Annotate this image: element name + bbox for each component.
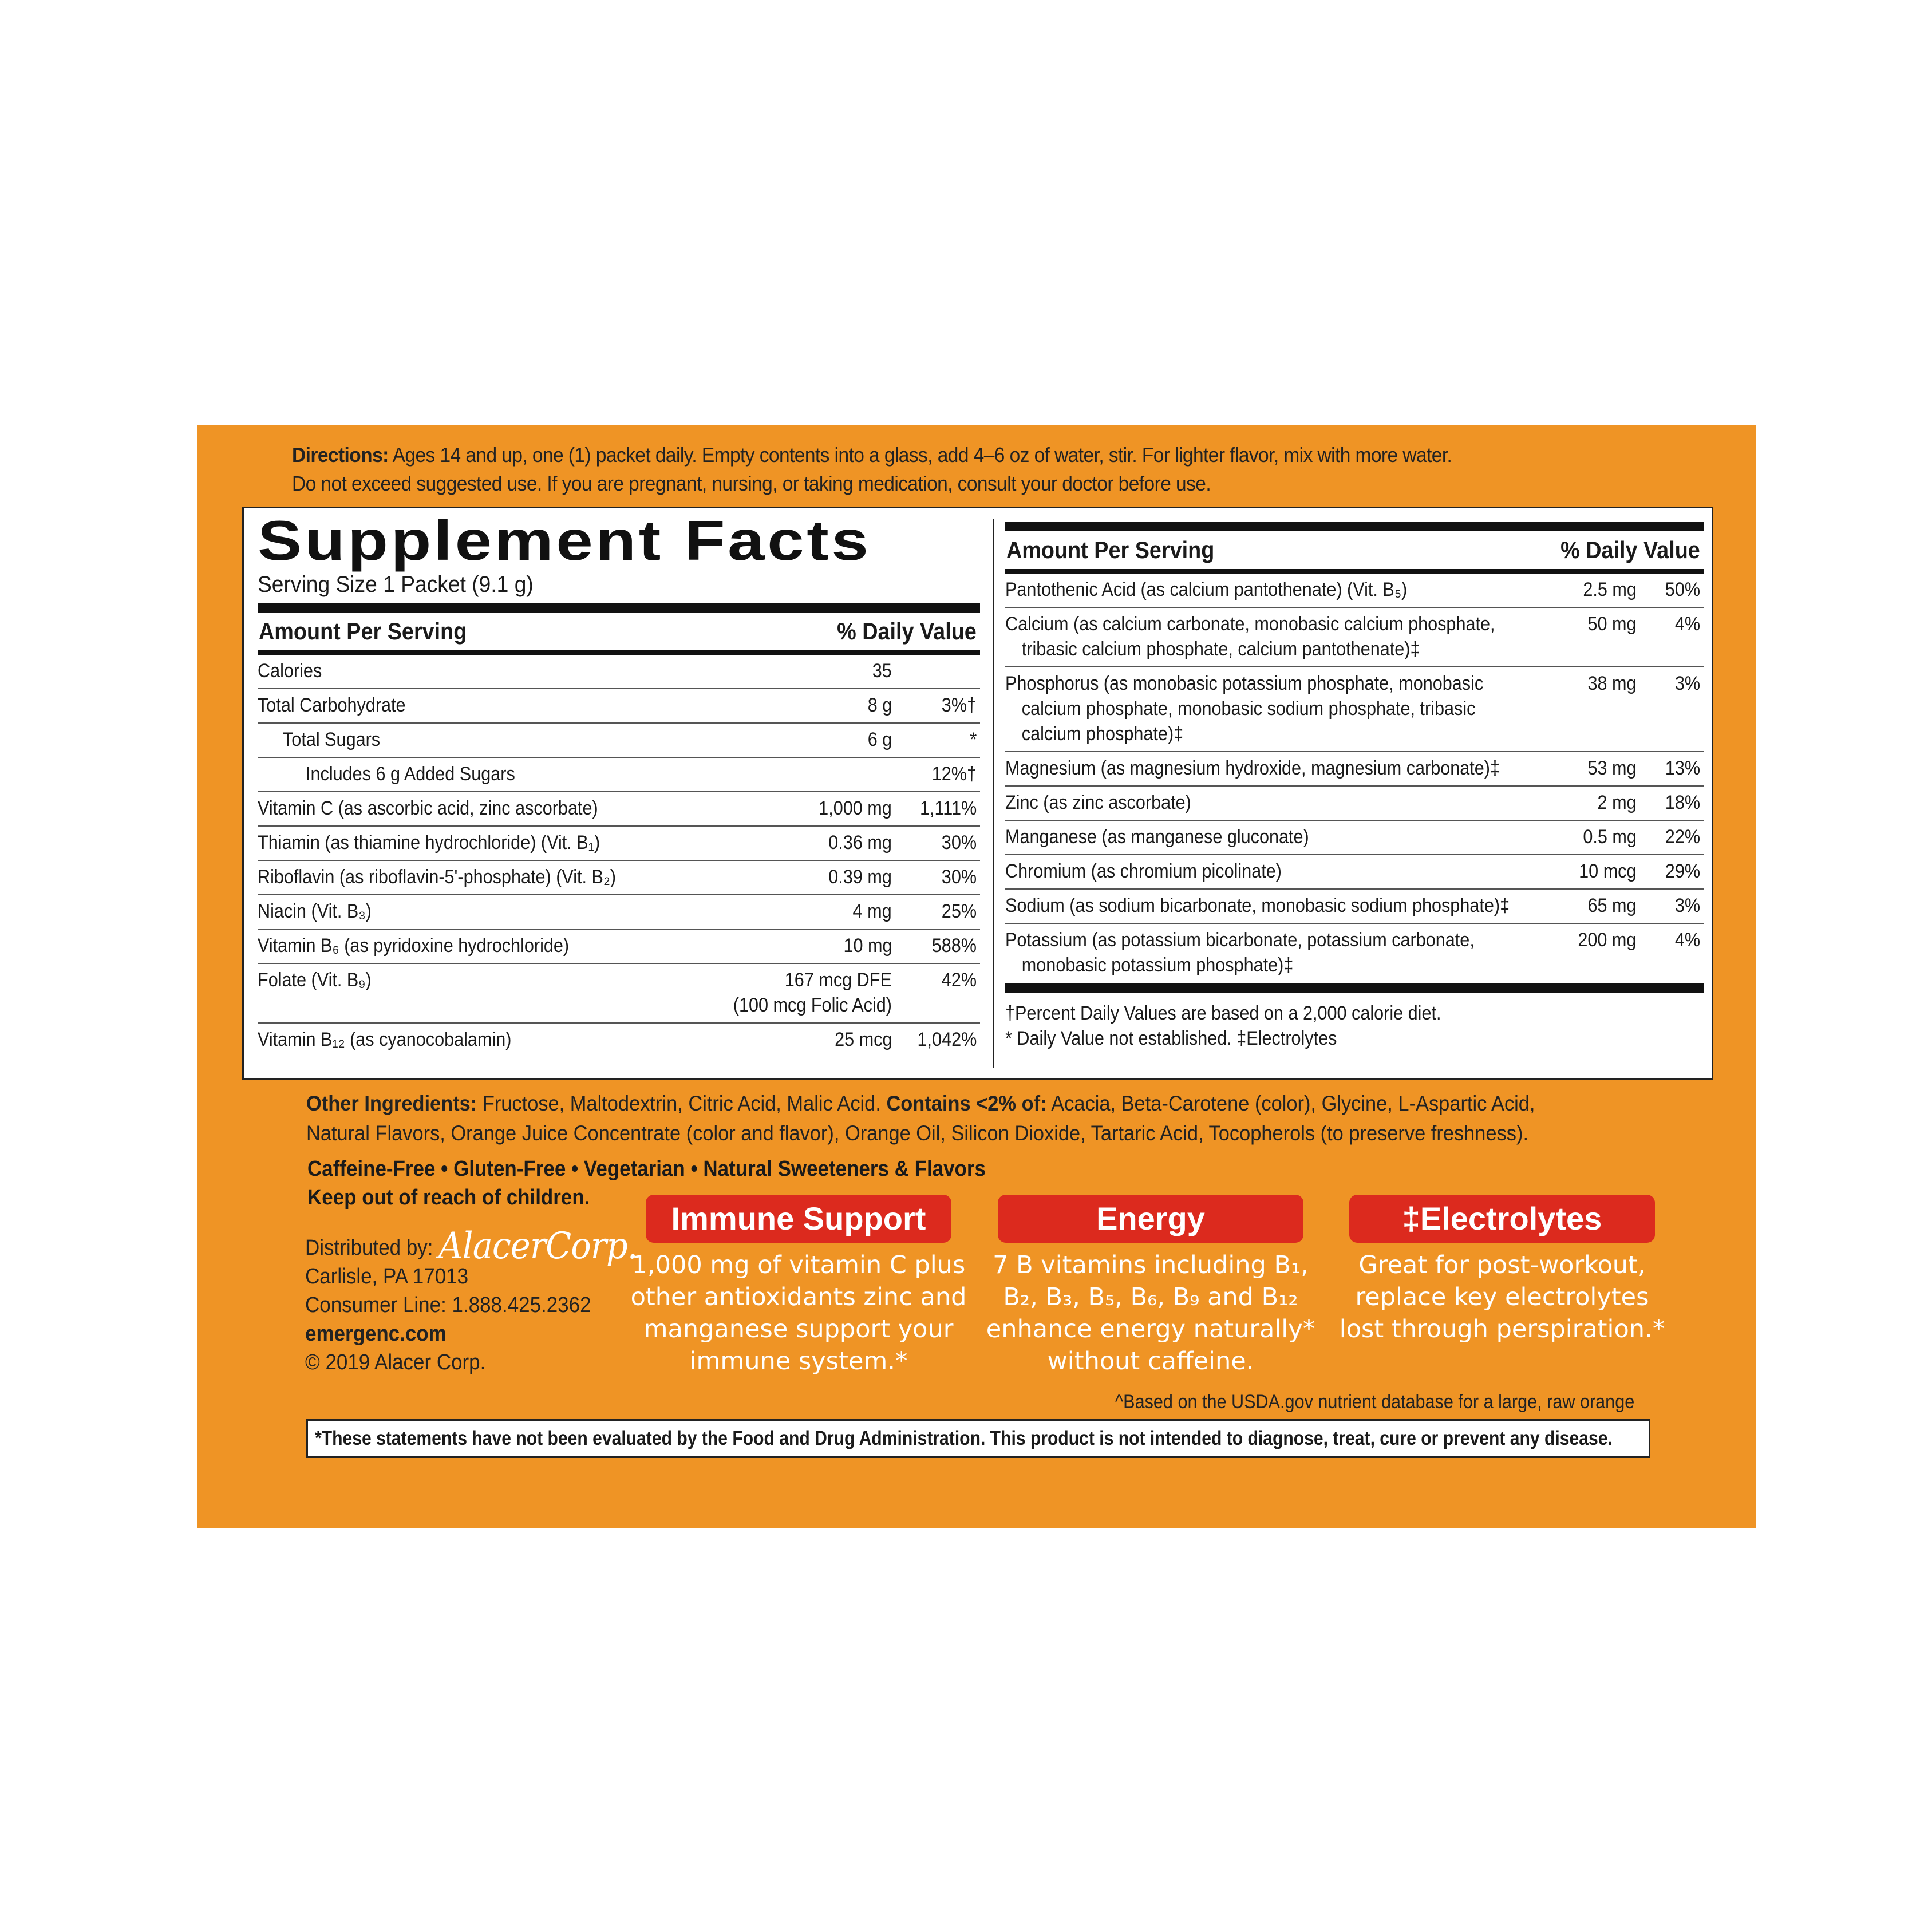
distributor-city: Carlisle, PA 17013	[305, 1265, 469, 1289]
nutrient-dv: 13%	[1665, 757, 1700, 779]
table-row	[258, 757, 980, 792]
nutrient-name: Total Sugars	[283, 729, 381, 750]
nutrient-dv: 22%	[1665, 826, 1700, 848]
nutrient-name: Pantothenic Acid (as calcium pantothenate) (Vit. B₅)	[1005, 579, 1408, 600]
fda-disclaimer-text: *These statements have not been evaluated by the Food and Drug Administration. This product is not intended to diagnose, treat, cure or prevent any disease.	[315, 1427, 1613, 1449]
description-line: 7 B vitamins including B₁,	[993, 1251, 1309, 1279]
nutrient-name: Vitamin B₁₂ (as cyanocobalamin)	[258, 1029, 512, 1050]
nutrient-name-line1: Potassium (as potassium bicarbonate, potassium carbonate,	[1005, 929, 1475, 951]
nutrient-name: Folate (Vit. B₉)	[258, 969, 372, 991]
table-row	[258, 826, 980, 860]
description-line: without caffeine.	[1047, 1347, 1254, 1376]
immune-support-badge: Immune Support	[646, 1195, 951, 1243]
dietary-claims: Caffeine-Free • Gluten-Free • Vegetarian • Natural Sweeteners & Flavors	[307, 1157, 986, 1181]
consumer-line: Consumer Line: 1.888.425.2362	[305, 1293, 591, 1317]
nutrient-dv: 18%	[1665, 792, 1700, 813]
nutrient-name: Riboflavin (as riboflavin-5'-phosphate) (Vit. B₂)	[258, 866, 617, 888]
thick-rule	[1005, 983, 1704, 993]
nutrient-dv: *	[970, 729, 977, 750]
right-nutrient-table	[1005, 574, 1704, 982]
nutrient-name-line1: Calcium (as calcium carbonate, monobasic calcium phosphate,	[1005, 613, 1495, 635]
directions-line1: Ages 14 and up, one (1) packet daily. Empty contents into a glass, add 4–6 oz of water, stir. For lighter flavor, mix with more water.	[388, 443, 1452, 467]
other-ingredients-text: Fructose, Maltodextrin, Citric Acid, Malic Acid.	[477, 1092, 887, 1115]
immune-support-description	[627, 1249, 970, 1377]
table-row	[1005, 820, 1704, 855]
nutrient-name: Calories	[258, 660, 322, 682]
description-line: enhance energy naturally*	[986, 1315, 1315, 1344]
table-row	[258, 895, 980, 929]
nutrient-dv: 3%	[1674, 673, 1700, 694]
contains-label: Contains <2% of:	[886, 1092, 1047, 1115]
nutrient-name: Includes 6 g Added Sugars	[306, 763, 515, 785]
description-line: immune system.*	[689, 1347, 908, 1376]
nutrient-amount: 53 mg	[1587, 757, 1637, 779]
description-line: Great for post-workout,	[1358, 1251, 1646, 1279]
nutrient-name-line2: calcium phosphate, monobasic sodium phosphate, tribasic	[1021, 698, 1476, 720]
nutrient-name	[1005, 671, 1483, 746]
nutrient-name: Manganese (as manganese gluconate)	[1005, 826, 1309, 848]
nutrient-name: Vitamin C (as ascorbic acid, zinc ascorbate)	[258, 797, 598, 819]
table-row	[258, 723, 980, 757]
serving-size: Serving Size 1 Packet (9.1 g)	[258, 572, 534, 597]
nutrient-name-line1: Phosphorus (as monobasic potassium phosphate, monobasic	[1005, 673, 1484, 694]
nutrient-amount-secondary: (100 mcg Folic Acid)	[733, 994, 892, 1016]
facts-title: Supplement Facts	[258, 509, 871, 572]
thick-rule	[1005, 522, 1704, 531]
nutrient-dv: 3%	[1674, 895, 1700, 916]
description-line: lost through perspiration.*	[1339, 1315, 1665, 1344]
thick-rule	[258, 603, 980, 613]
nutrient-amount: 2 mg	[1597, 792, 1637, 813]
table-row	[1005, 574, 1704, 607]
nutrient-dv: 4%	[1674, 613, 1700, 635]
medium-rule	[1005, 569, 1704, 574]
nutrient-amount: 38 mg	[1587, 673, 1637, 694]
column-divider	[993, 519, 994, 1068]
nutrient-amount: 0.39 mg	[828, 866, 892, 888]
fda-disclaimer	[306, 1419, 1650, 1458]
website: emergenc.com	[305, 1322, 447, 1346]
distributor-label: Distributed by:	[305, 1236, 439, 1260]
nutrient-amount: 10 mcg	[1579, 860, 1637, 882]
left-nutrient-table	[258, 655, 980, 1057]
energy-description	[979, 1249, 1322, 1377]
nutrient-amount: 6 g	[867, 729, 892, 750]
nutrient-dv: 30%	[941, 832, 977, 854]
nutrient-dv: 3%†	[941, 694, 977, 716]
table-row	[258, 963, 980, 1023]
table-row	[1005, 786, 1704, 820]
directions-line2: Do not exceed suggested use. If you are pregnant, nursing, or taking medication, consult your doctor before use.	[292, 472, 1211, 495]
copyright: © 2019 Alacer Corp.	[305, 1350, 486, 1374]
table-row	[1005, 889, 1704, 923]
nutrient-name-line2: tribasic calcium phosphate, calcium pantothenate)‡	[1021, 638, 1420, 660]
table-row	[1005, 855, 1704, 889]
table-row	[258, 689, 980, 723]
electrolytes-description	[1330, 1249, 1674, 1345]
nutrient-amount: 65 mg	[1587, 895, 1637, 916]
nutrient-amount: 35	[872, 660, 892, 682]
nutrient-dv: 4%	[1674, 929, 1700, 951]
amount-header: Amount Per Serving	[259, 618, 467, 645]
description-line: 1,000 mg of vitamin C plus	[631, 1251, 966, 1279]
nutrient-name: Chromium (as chromium picolinate)	[1005, 860, 1282, 882]
nutrient-dv: 30%	[941, 866, 977, 888]
alacer-logo: AlacerCorp.	[438, 1225, 638, 1267]
dv-header: % Daily Value	[837, 618, 977, 645]
nutrient-name-line2: monobasic potassium phosphate)‡	[1021, 954, 1294, 976]
nutrient-name	[1005, 927, 1475, 978]
nutrient-amount: 167 mcg DFE	[784, 969, 892, 991]
other-ingredients-line2: Natural Flavors, Orange Juice Concentrate (color and flavor), Orange Oil, Silicon Dioxide, Tartaric Acid, Tocopherols (to preserve freshness).	[306, 1121, 1529, 1145]
table-row	[258, 655, 980, 689]
energy-badge: Energy	[998, 1195, 1303, 1243]
dv-header: % Daily Value	[1560, 536, 1700, 563]
table-row	[1005, 752, 1704, 786]
footnote-dv: †Percent Daily Values are based on a 2,000 calorie diet.	[1005, 1002, 1441, 1024]
electrolytes-badge: ‡Electrolytes	[1349, 1195, 1655, 1243]
amount-header: Amount Per Serving	[1006, 536, 1215, 563]
nutrient-amount: 4 mg	[852, 900, 892, 922]
nutrient-name	[1005, 611, 1495, 662]
nutrient-dv: 12%†	[931, 763, 977, 785]
nutrient-dv: 42%	[941, 969, 977, 991]
nutrient-dv: 1,042%	[917, 1029, 977, 1050]
table-row	[1005, 923, 1704, 982]
nutrient-amount: 25 mcg	[834, 1029, 892, 1050]
nutrient-amount: 10 mg	[843, 935, 892, 957]
usda-note: ^Based on the USDA.gov nutrient database for a large, raw orange	[1115, 1391, 1634, 1413]
nutrient-name: Niacin (Vit. B₃)	[258, 900, 372, 922]
nutrient-name: Thiamin (as thiamine hydrochloride) (Vit. B₁)	[258, 832, 600, 854]
table-row	[258, 929, 980, 963]
facts-right-column	[1005, 508, 1704, 1051]
other-ingredients	[306, 1089, 1626, 1148]
description-line: B₂, B₃, B₅, B₆, B₉ and B₁₂	[1003, 1283, 1298, 1311]
footnotes	[1005, 1001, 1634, 1051]
footnote-legend: * Daily Value not established. ‡Electrolytes	[1005, 1028, 1337, 1049]
nutrient-amount: 0.36 mg	[828, 832, 892, 854]
description-line: manganese support your	[643, 1315, 954, 1344]
other-ingredients-label: Other Ingredients:	[306, 1092, 477, 1115]
description-line: other antioxidants zinc and	[630, 1283, 967, 1311]
nutrient-dv: 29%	[1665, 860, 1700, 882]
table-row	[1005, 607, 1704, 667]
nutrient-dv: 25%	[941, 900, 977, 922]
nutrient-name: Sodium (as sodium bicarbonate, monobasic sodium phosphate)‡	[1005, 895, 1510, 916]
distributor-info	[305, 1225, 638, 1377]
medium-rule	[258, 650, 980, 655]
nutrient-name-line3: calcium phosphate)‡	[1021, 723, 1184, 745]
nutrient-name: Zinc (as zinc ascorbate)	[1005, 792, 1191, 813]
child-warning: Keep out of reach of children.	[307, 1186, 590, 1210]
supplement-facts-box	[242, 507, 1713, 1080]
directions	[292, 441, 1570, 498]
nutrient-amount: 200 mg	[1578, 929, 1637, 951]
right-header	[1005, 531, 1704, 567]
nutrient-dv: 588%	[931, 935, 977, 957]
table-row	[258, 860, 980, 895]
label-panel	[197, 425, 1756, 1528]
nutrient-amount: 50 mg	[1587, 613, 1637, 635]
nutrient-name: Total Carbohydrate	[258, 694, 406, 716]
table-row	[258, 792, 980, 826]
table-row	[258, 1023, 980, 1057]
table-row	[1005, 667, 1704, 752]
nutrient-amount: 8 g	[867, 694, 892, 716]
nutrient-name: Vitamin B₆ (as pyridoxine hydrochloride)	[258, 935, 570, 957]
nutrient-amount: 2.5 mg	[1582, 579, 1637, 600]
nutrient-name: Magnesium (as magnesium hydroxide, magnesium carbonate)‡	[1005, 757, 1500, 779]
nutrient-dv: 50%	[1665, 579, 1700, 600]
facts-left-column	[258, 508, 980, 1057]
directions-label: Directions:	[292, 443, 389, 467]
nutrient-amount: 1,000 mg	[819, 797, 892, 819]
contains-text: Acacia, Beta-Carotene (color), Glycine, L-Aspartic Acid,	[1046, 1092, 1535, 1115]
nutrient-amount: 0.5 mg	[1582, 826, 1637, 848]
description-line: replace key electrolytes	[1355, 1283, 1649, 1311]
left-header	[258, 613, 980, 648]
nutrient-dv: 1,111%	[919, 797, 977, 819]
